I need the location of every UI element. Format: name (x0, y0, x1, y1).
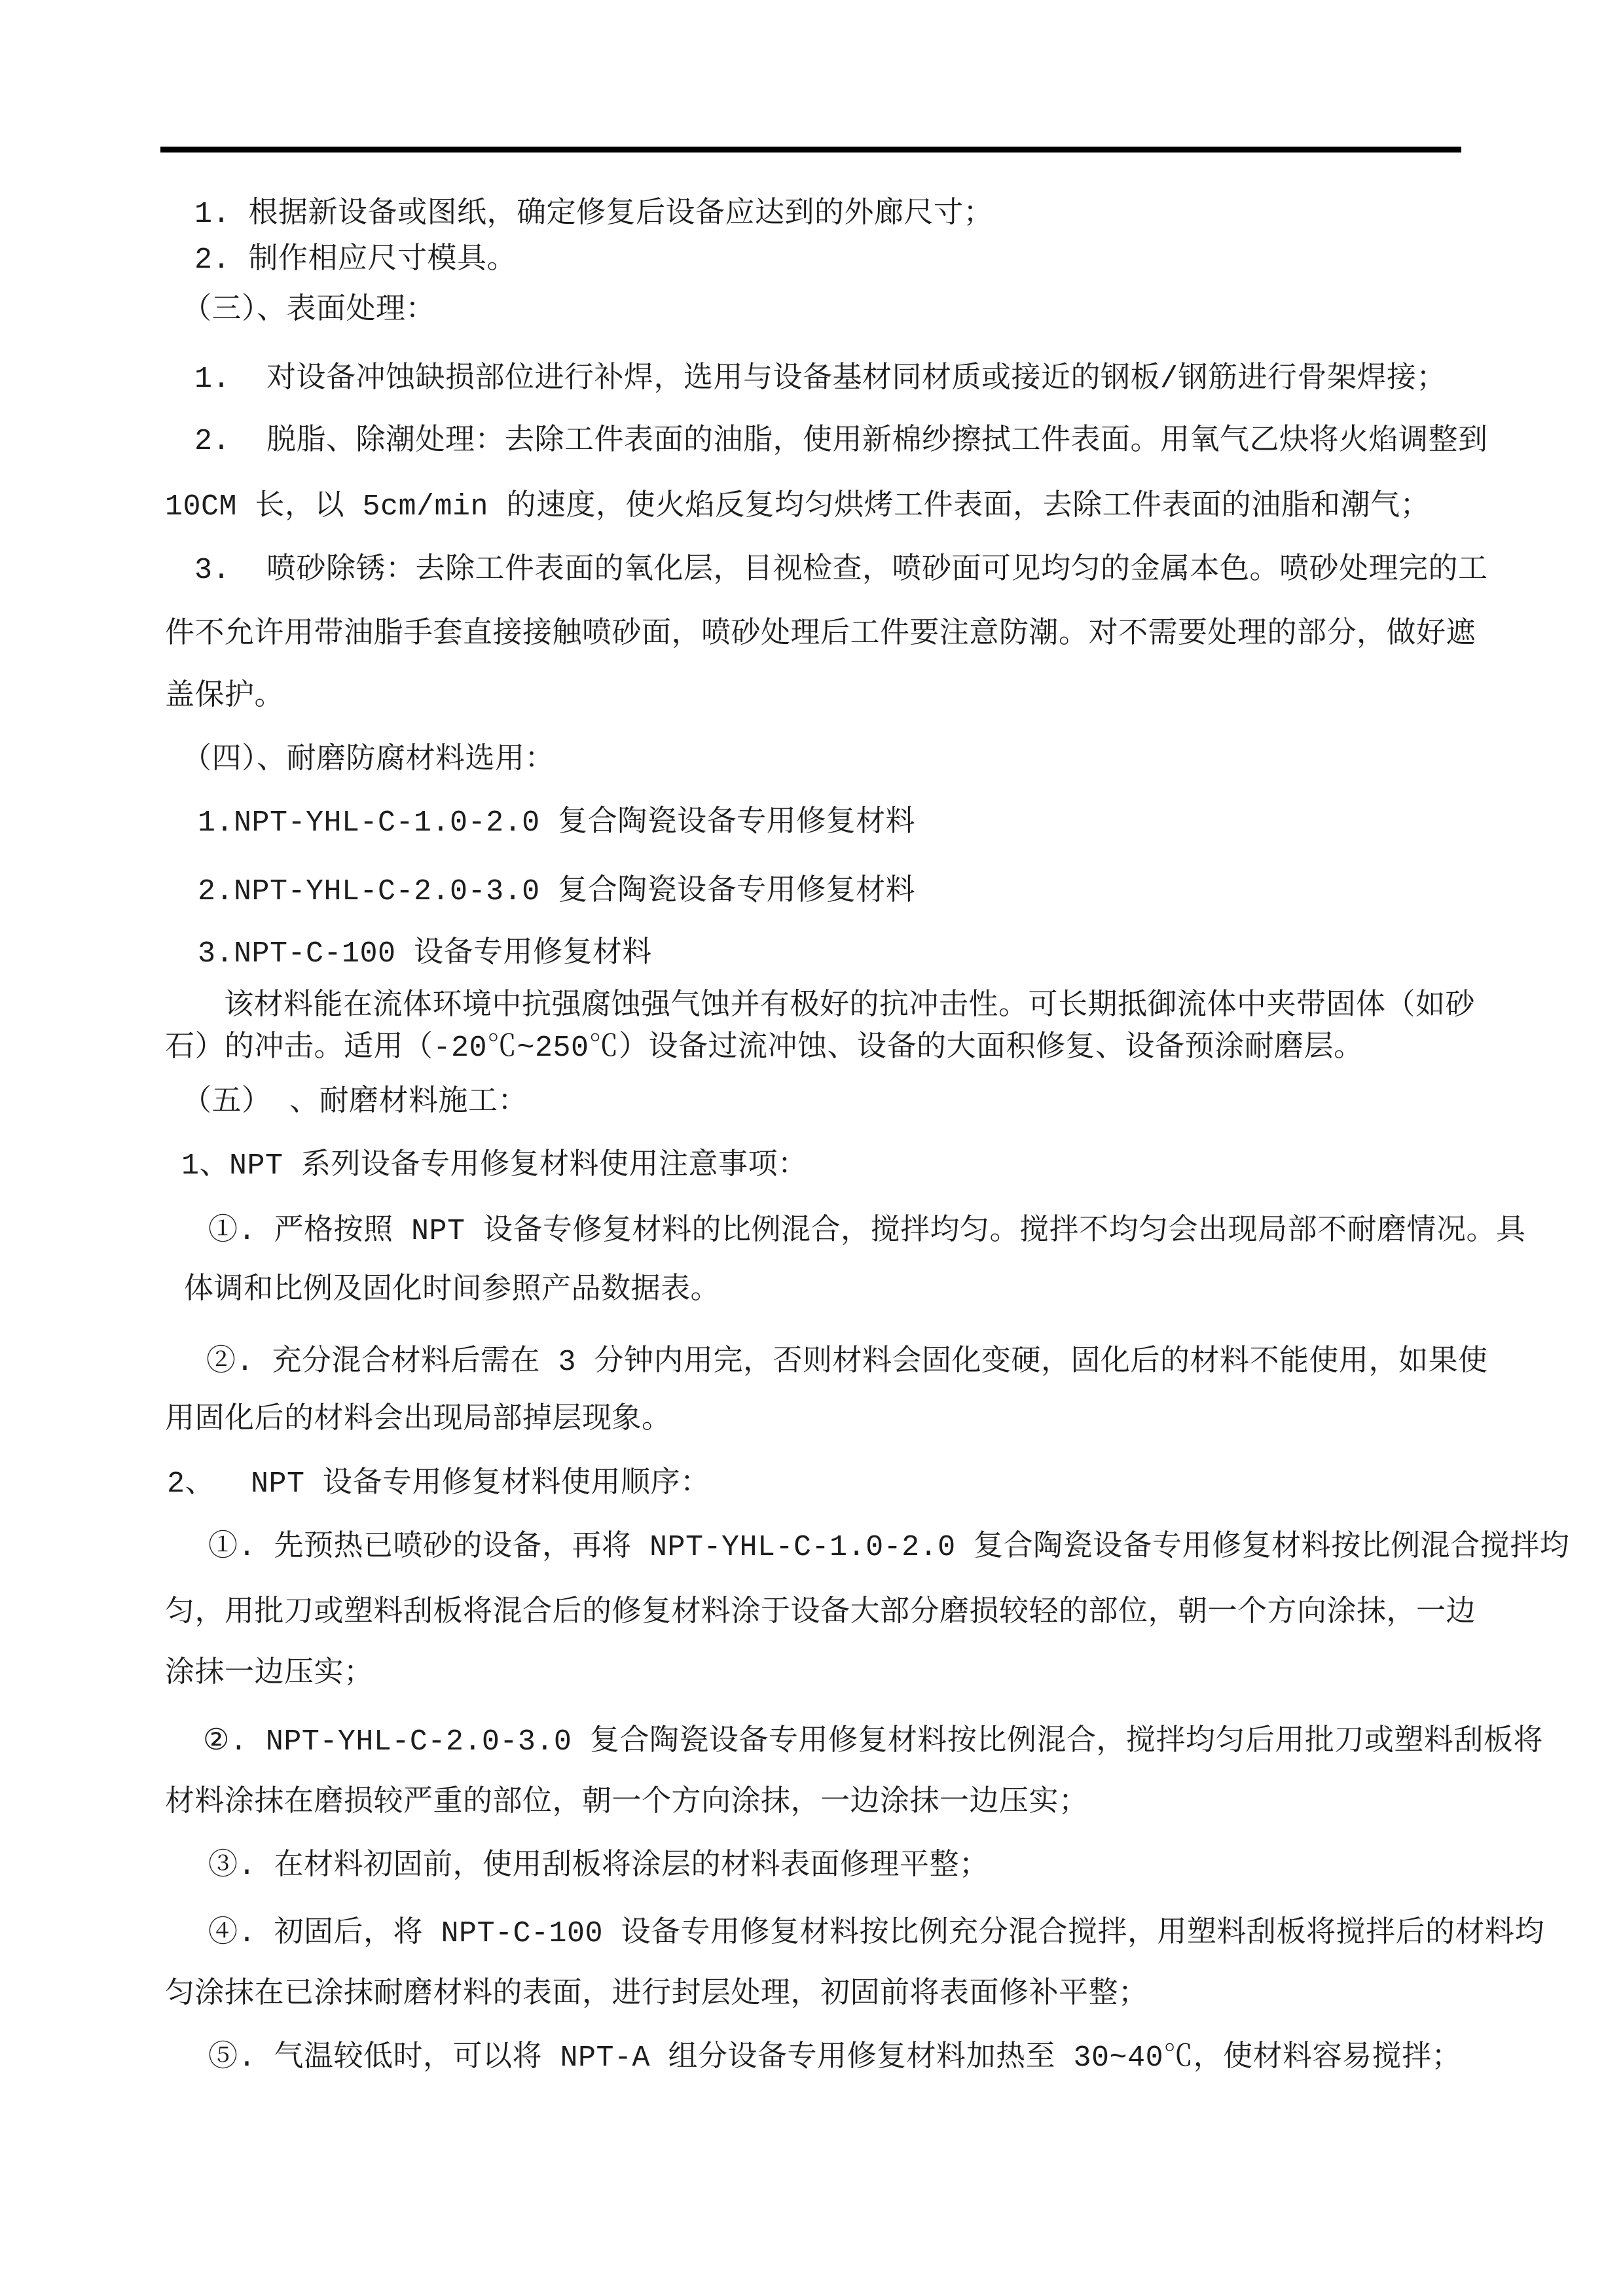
text-line: ③. 在材料初固前，使用刮板将涂层的材料表面修理平整； (208, 1850, 989, 1883)
text-line: 1、NPT 系列设备专用修复材料使用注意事项： (181, 1149, 808, 1183)
section-heading: （五） 、耐磨材料施工： (182, 1086, 528, 1119)
list-item: 1.NPT-YHL-C-1.0-2.0 复合陶瓷设备专用修复材料 (198, 806, 916, 840)
text-line: ⑤. 气温较低时，可以将 NPT-A 组分设备专用修复材料加热至 30~40℃，使材料容易搅拌； (208, 2041, 1462, 2075)
text-line: 1. 对设备冲蚀缺损部位进行补焊，选用与设备基材同材质或接近的钢板/钢筋进行骨架焊接； (194, 363, 1447, 396)
text-line: 10CM 长，以 5cm/min 的速度，使火焰反复均匀烘烤工件表面，去除工件表面的油脂和潮气； (165, 490, 1431, 524)
text-line: 件不允许用带油脂手套直接接触喷砂面，喷砂处理后工件要注意防潮。对不需要处理的部分，做好遮 (165, 618, 1476, 651)
text-line: 2. 脱脂、除潮处理：去除工件表面的油脂，使用新棉纱擦拭工件表面。用氧气乙炔将火焰调整到 (194, 425, 1488, 458)
horizontal-rule (160, 147, 1461, 152)
text-line: 石）的冲击。适用（-20℃~250℃）设备过流冲蚀、设备的大面积修复、设备预涂耐磨层。 (165, 1031, 1364, 1065)
text-line: ④. 初固后，将 NPT-C-100 设备专用修复材料按比例充分混合搅拌，用塑料刮板将搅拌后的材料均 (208, 1917, 1545, 1950)
text-line: 材料涂抹在磨损较严重的部位，朝一个方向涂抹，一边涂抹一边压实； (165, 1786, 1089, 1820)
text-line: 涂抹一边压实； (165, 1657, 374, 1691)
text-line: 匀，用批刀或塑料刮板将混合后的修复材料涂于设备大部分磨损较轻的部位，朝一个方向涂抹，一边 (165, 1596, 1476, 1630)
text-line: 该材料能在流体环境中抗强腐蚀强气蚀并有极好的抗冲击性。可长期抵御流体中夹带固体（如砂 (224, 990, 1476, 1023)
text-line: 盖保护。 (165, 680, 285, 713)
list-item: 3.NPT-C-100 设备专用修复材料 (198, 937, 653, 971)
text-line: 匀涂抹在已涂抹耐磨材料的表面，进行封层处理，初固前将表面修补平整； (165, 1978, 1148, 2011)
text-line: 体调和比例及固化时间参照产品数据表。 (184, 1274, 721, 1307)
text-line: 2. 制作相应尺寸模具。 (194, 243, 517, 277)
text-line: 1. 根据新设备或图纸，确定修复后设备应达到的外廊尺寸； (194, 198, 994, 231)
section-heading: （四）、耐磨防腐材料选用： (182, 744, 555, 777)
text-line: ②. NPT-YHL-C-2.0-3.0 复合陶瓷设备专用修复材料按比例混合，搅拌均匀后用批刀或塑料刮板将 (203, 1725, 1543, 1759)
section-heading: （三）、表面处理： (182, 294, 436, 327)
text-line: ②. 充分混合材料后需在 3 分钟内用完，否则材料会固化变硬，固化后的材料不能使用，如果使 (206, 1346, 1488, 1379)
text-line: ①. 严格按照 NPT 设备专修复材料的比例混合，搅拌均匀。搅拌不均匀会出现局部不耐磨情况。具 (208, 1215, 1526, 1248)
text-line: 2、 NPT 设备专用修复材料使用顺序： (167, 1467, 710, 1501)
text-line: 用固化后的材料会出现局部掉层现象。 (165, 1403, 672, 1437)
list-item: 2.NPT-YHL-C-2.0-3.0 复合陶瓷设备专用修复材料 (198, 875, 916, 908)
text-line: ①. 先预热已喷砂的设备，再将 NPT-YHL-C-1.0-2.0 复合陶瓷设备专用修复材料按比例混合搅拌均 (208, 1531, 1570, 1564)
text-line: 3. 喷砂除锈：去除工件表面的氧化层，目视检查，喷砂面可见均匀的金属本色。喷砂处理完的工 (194, 554, 1488, 587)
